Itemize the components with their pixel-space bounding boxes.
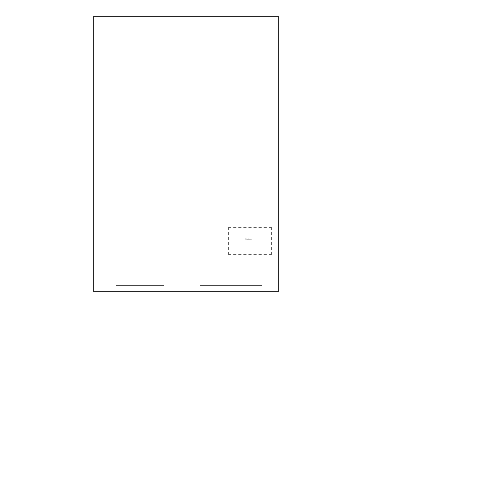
stamp-label: Timbro bbox=[245, 239, 252, 241]
signature-line-technician bbox=[116, 285, 164, 286]
form-sheet-image bbox=[93, 16, 279, 292]
product-info bbox=[290, 20, 470, 59]
signature-line-manager bbox=[200, 285, 262, 286]
stamp-box bbox=[228, 227, 272, 255]
